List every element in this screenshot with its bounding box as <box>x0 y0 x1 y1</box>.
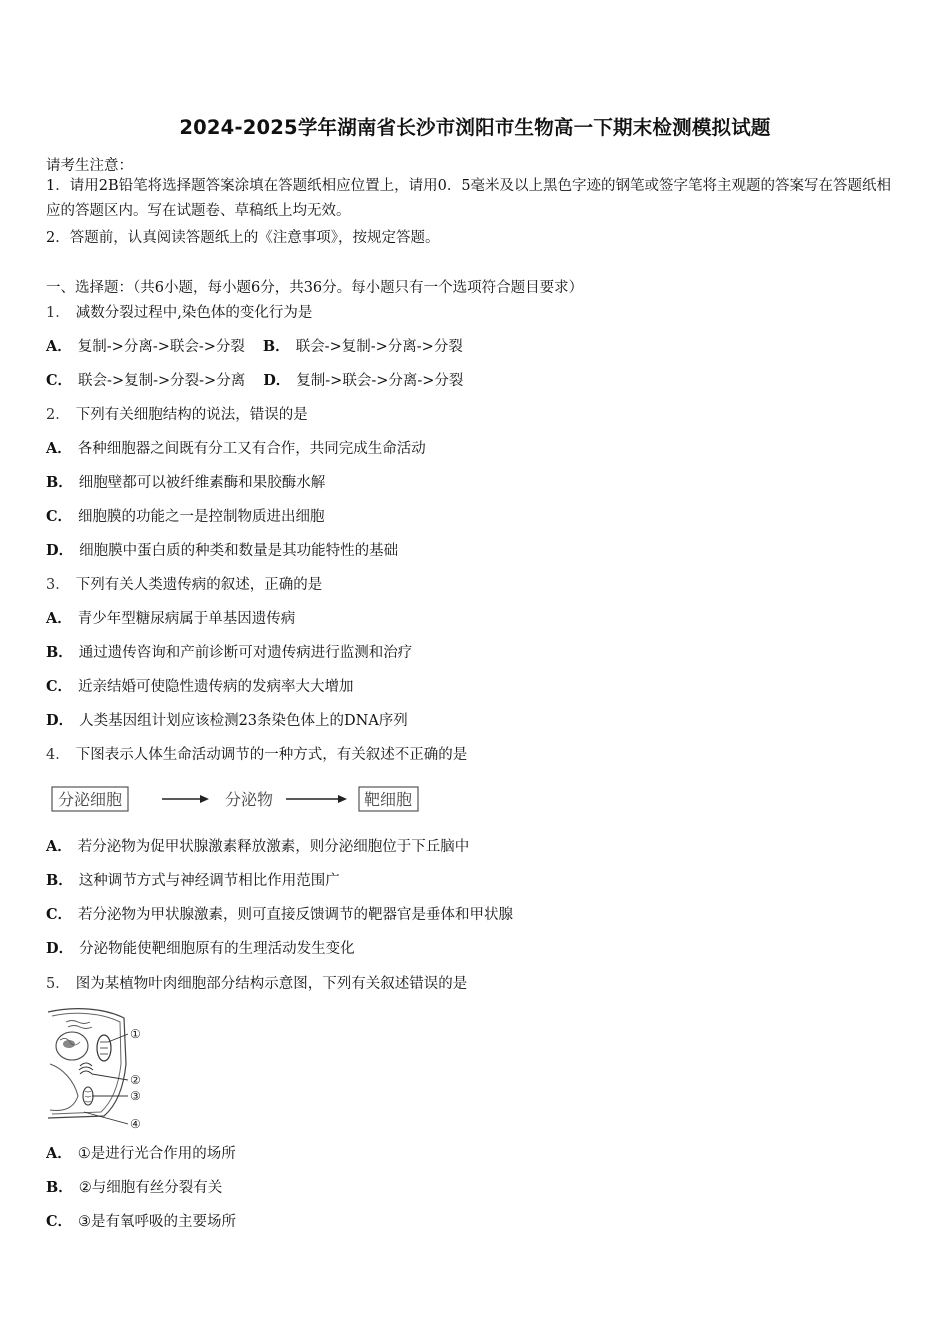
option-letter: C． <box>46 508 73 525</box>
section-heading: 一、选择题：（共6小题，每小题6分，共36分。每小题只有一个选项符合题目要求） <box>46 280 584 296</box>
q1-options-row-2 <box>46 369 463 390</box>
question-number: 3． <box>46 577 70 593</box>
q1-option-a[interactable]: 复制->分离->联会->分裂 <box>77 339 245 355</box>
q4-option-b: 这种调节方式与神经调节相比作用范围广 <box>78 873 340 889</box>
label-3: ③ <box>130 1089 141 1103</box>
q5-option-c-row[interactable] <box>46 1210 236 1231</box>
arrow-head-1 <box>200 795 209 803</box>
option-letter: C． <box>46 1213 73 1230</box>
question-stem: 下图表示人体生命活动调节的一种方式，有关叙述不正确的是 <box>75 747 468 763</box>
option-letter: B． <box>262 338 290 355</box>
question-4 <box>46 743 467 764</box>
option-letter: A． <box>46 838 72 855</box>
q2-option-a-row[interactable] <box>46 437 426 458</box>
question-3 <box>46 573 322 594</box>
q4-option-c-row[interactable] <box>46 903 513 924</box>
question-stem: 下列有关人类遗传病的叙述，正确的是 <box>75 577 323 593</box>
secretory-cell-label: 分泌细胞 <box>57 790 123 809</box>
notice-item-1: 1．请用2B铅笔将选择题答案涂填在答题纸相应位置上，请用0．5毫米及以上黑色字迹的钢笔或签字笔将主观题的答案写在答题纸相应的答题区内。写在试题卷、草稿纸上均无效。 <box>46 178 892 219</box>
q5-option-a-row[interactable] <box>46 1142 236 1163</box>
q3-option-c-row[interactable] <box>46 675 354 696</box>
option-letter: C． <box>46 678 73 695</box>
notice-heading: 请考生注意： <box>46 158 133 174</box>
option-letter: A． <box>46 440 72 457</box>
q4-option-d: 分泌物能使靶细胞原有的生理活动发生变化 <box>79 941 355 957</box>
q4-option-b-row[interactable] <box>46 869 340 890</box>
er-1 <box>66 1021 90 1024</box>
q1-option-d[interactable]: 复制->联会->分离->分裂 <box>296 373 464 389</box>
option-letter: B． <box>46 1179 73 1196</box>
option-letter: D． <box>46 940 74 957</box>
q5-option-a: ①是进行光合作用的场所 <box>77 1146 236 1162</box>
question-stem: 减数分裂过程中,染色体的变化行为是 <box>75 305 313 321</box>
secretion-label: 分泌物 <box>224 790 274 809</box>
vacuole-outline <box>50 1064 78 1110</box>
secretion-flow-diagram <box>50 784 430 816</box>
q1-option-b[interactable]: 联会->复制->分离->分裂 <box>295 339 463 355</box>
q2-option-b-row[interactable] <box>46 471 325 492</box>
label-4: ④ <box>130 1117 141 1131</box>
option-letter: A． <box>46 1145 72 1162</box>
cristae <box>85 1091 91 1102</box>
q2-option-d-row[interactable] <box>46 539 398 560</box>
option-letter: B． <box>46 872 73 889</box>
option-letter: A． <box>46 610 72 627</box>
q3-option-a-row[interactable] <box>46 607 295 628</box>
question-number: 2． <box>46 407 70 423</box>
option-letter: C． <box>46 372 73 389</box>
q5-option-c: ③是有氧呼吸的主要场所 <box>78 1214 237 1230</box>
q2-option-d: 细胞膜中蛋白质的种类和数量是其功能特性的基础 <box>79 543 399 559</box>
leader-2 <box>92 1074 128 1080</box>
q3-option-d: 人类基因组计划应该检测23条染色体上的DNA序列 <box>79 713 408 729</box>
question-number: 4． <box>46 747 70 763</box>
q3-option-b-row[interactable] <box>46 641 412 662</box>
plant-cell-diagram <box>44 1004 154 1132</box>
label-2: ② <box>130 1073 141 1087</box>
option-letter: D． <box>46 712 74 729</box>
option-letter: B． <box>46 474 73 491</box>
q2-option-c: 细胞膜的功能之一是控制物质进出细胞 <box>78 509 325 525</box>
question-1 <box>46 301 312 322</box>
option-letter: D． <box>263 372 291 389</box>
q4-option-d-row[interactable] <box>46 937 355 958</box>
er-2 <box>68 1026 92 1029</box>
q4-option-a: 若分泌物为促甲状腺激素释放激素，则分泌细胞位于下丘脑中 <box>77 839 470 855</box>
golgi <box>79 1063 93 1074</box>
q3-option-b: 通过遗传咨询和产前诊断可对遗传病进行监测和治疗 <box>78 645 413 661</box>
q3-option-d-row[interactable] <box>46 709 408 730</box>
q2-option-c-row[interactable] <box>46 505 325 526</box>
q5-option-b-row[interactable] <box>46 1176 222 1197</box>
question-2 <box>46 403 308 424</box>
q1-option-c[interactable]: 联会->复制->分裂->分离 <box>78 373 246 389</box>
q4-option-a-row[interactable] <box>46 835 469 856</box>
option-letter: C． <box>46 906 73 923</box>
arrow-head-2 <box>338 795 347 803</box>
question-stem: 下列有关细胞结构的说法，错误的是 <box>75 407 308 423</box>
page-title: 2024-2025学年湖南省长沙市浏阳市生物高一下期末检测模拟试题 <box>179 116 771 139</box>
option-letter: D． <box>46 542 74 559</box>
q3-option-a: 青少年型糖尿病属于单基因遗传病 <box>77 611 296 627</box>
q2-option-a: 各种细胞器之间既有分工又有合作，共同完成生命活动 <box>77 441 426 457</box>
question-5 <box>46 972 467 993</box>
notice-item-2: 2．答题前，认真阅读答题纸上的《注意事项》，按规定答题。 <box>46 230 440 246</box>
option-letter: A． <box>46 338 72 355</box>
question-stem: 图为某植物叶肉细胞部分结构示意图，下列有关叙述错误的是 <box>75 976 468 992</box>
q5-option-b: ②与细胞有丝分裂有关 <box>78 1180 223 1196</box>
label-1: ① <box>130 1027 141 1041</box>
q4-option-c: 若分泌物为甲状腺激素，则可直接反馈调节的靶器官是垂体和甲状腺 <box>78 907 514 923</box>
target-cell-label: 靶细胞 <box>363 790 413 809</box>
question-number: 1． <box>46 305 70 321</box>
question-number: 5． <box>46 976 70 992</box>
q2-option-b: 细胞壁都可以被纤维素酶和果胶酶水解 <box>78 475 326 491</box>
q1-options-row-1 <box>46 335 463 356</box>
option-letter: B． <box>46 644 73 661</box>
q3-option-c: 近亲结婚可使隐性遗传病的发病率大大增加 <box>78 679 354 695</box>
